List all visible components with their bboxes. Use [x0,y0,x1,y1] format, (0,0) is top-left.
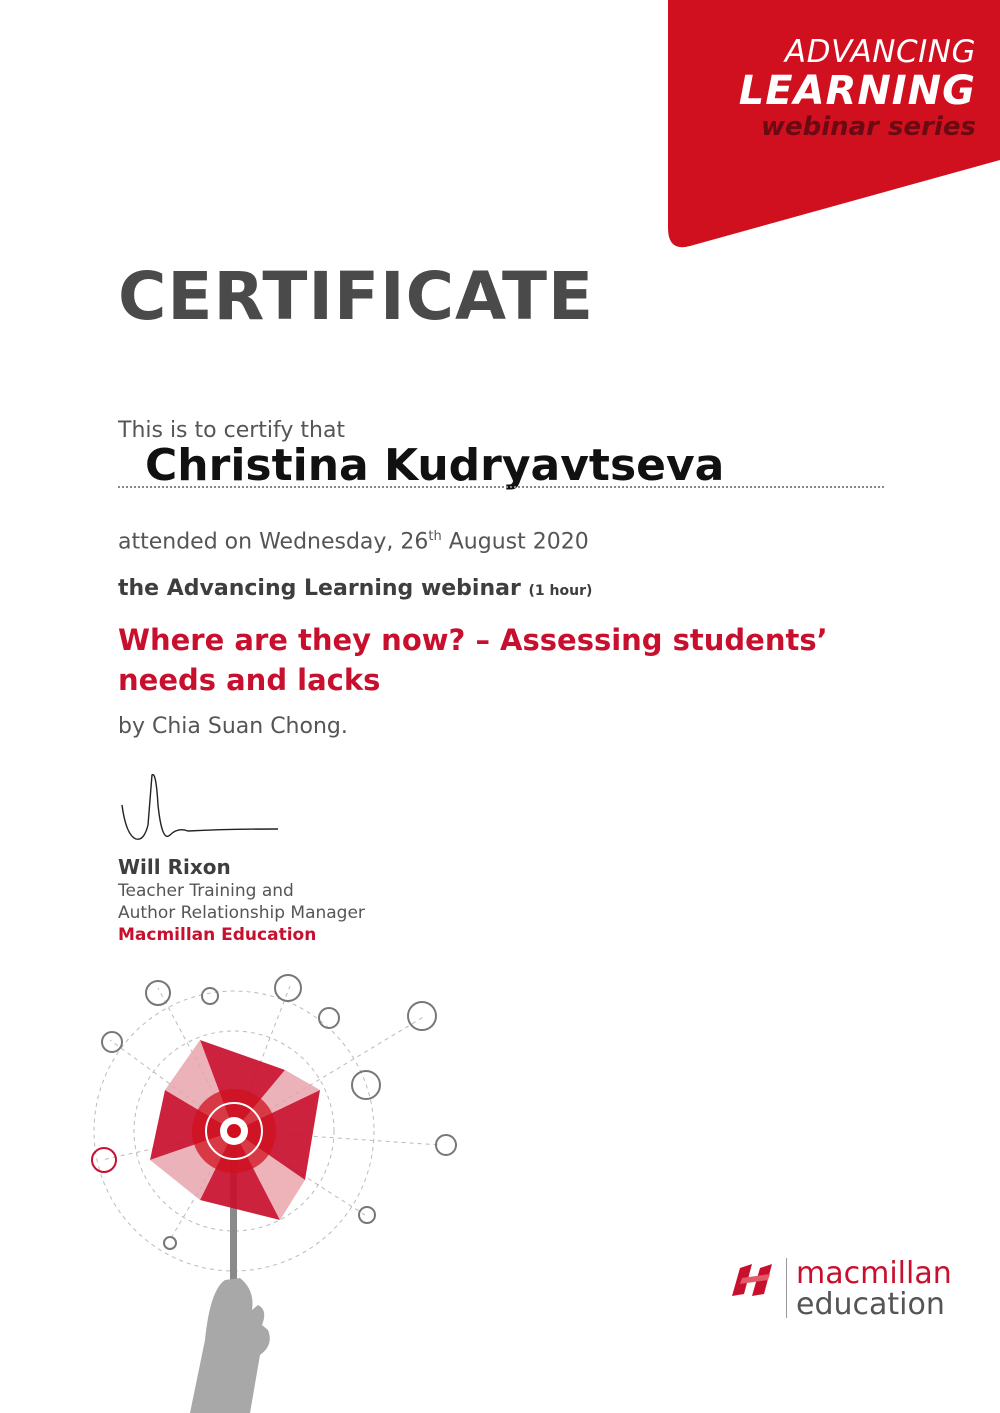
attended-ordinal: th [428,529,442,544]
certificate-title: CERTIFICATE [118,258,595,335]
banner-webinar-series-text: webinar series [760,112,976,142]
certify-intro: This is to certify that [118,418,346,443]
webinar-duration: (1 hour) [528,583,593,599]
webinar-label: the Advancing Learning webinar [118,576,521,601]
banner-advancing-text: ADVANCING [784,34,976,70]
session-title: Where are they now? – Assessing students’ needs and lacks [118,623,828,697]
attended-suffix: August 2020 [441,529,589,555]
signer-role-line2: Author Relationship Manager [118,903,365,923]
attended-date [118,529,589,554]
signer-name: Will Rixon [118,855,231,879]
presenter: by Chia Suan Chong. [118,714,348,739]
logo-word-education: education [796,1287,945,1322]
signer-role-line1: Teacher Training and [118,881,294,901]
attended-prefix: attended on Wednesday, 26 [118,529,429,555]
logo-divider [786,1258,787,1318]
logo-word-macmillan: macmillan [796,1256,952,1291]
pinwheel-illustration [80,960,480,1413]
signature-drawing [118,765,288,855]
webinar-line [118,576,592,601]
macmillan-flame-icon [730,1260,778,1300]
recipient-dotted-line [118,486,884,488]
banner-learning-text: LEARNING [738,68,976,114]
recipient-name: Christina Kudryavtseva [145,440,725,491]
signer-organization: Macmillan Education [118,925,317,945]
